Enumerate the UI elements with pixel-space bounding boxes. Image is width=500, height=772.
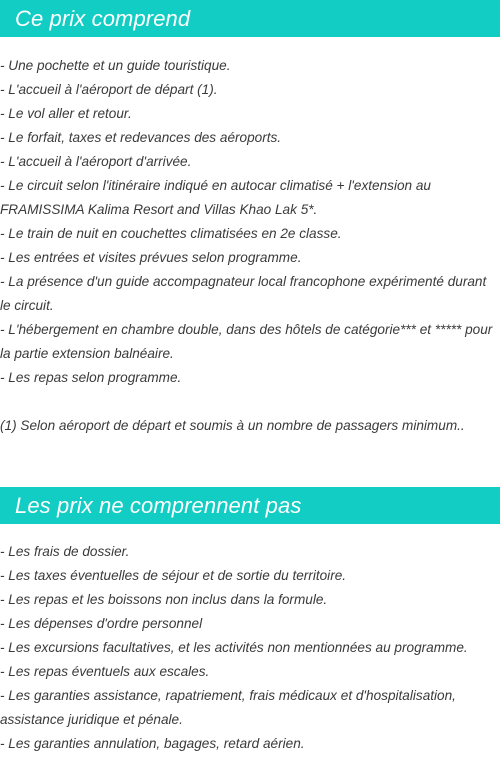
list-item: - Les garanties annulation, bagages, retard aérien. (0, 736, 305, 751)
footnote: (1) Selon aéroport de départ et soumis à un nombre de passagers minimum.. (0, 418, 465, 433)
list-item: - Les garanties assistance, rapatriement, frais médicaux et d'hospitalisation, assistance juridique et pénale. (0, 688, 456, 727)
section-title-included: Ce prix comprend (0, 0, 500, 37)
list-item: - Les frais de dossier. (0, 544, 130, 559)
section-title-not-included: Les prix ne comprennent pas (0, 487, 500, 524)
list-item: - Le forfait, taxes et redevances des aéroports. (0, 130, 282, 145)
list-item: - L'accueil à l'aéroport de départ (1). (0, 82, 218, 97)
not-included-list (0, 540, 500, 756)
list-item: - Les repas éventuels aux escales. (0, 664, 210, 679)
list-item: - L'hébergement en chambre double, dans des hôtels de catégorie*** et ***** pour la partie extension balnéaire. (0, 322, 493, 361)
list-item: - Les entrées et visites prévues selon programme. (0, 250, 302, 265)
list-item: - Les dépenses d'ordre personnel (0, 616, 203, 631)
list-item: - Les taxes éventuelles de séjour et de sortie du territoire. (0, 568, 347, 583)
list-item: - L'accueil à l'aéroport d'arrivée. (0, 154, 192, 169)
list-item: - La présence d'un guide accompagnateur local francophone expérimenté durant le circuit. (0, 274, 487, 313)
list-item: - Les excursions facultatives, et les activités non mentionnées au programme. (0, 640, 468, 655)
list-item: - Une pochette et un guide touristique. (0, 58, 231, 73)
list-item: - Le vol aller et retour. (0, 106, 132, 121)
list-item: - Le circuit selon l'itinéraire indiqué en autocar climatisé + l'extension au FRAMISSIMA Kalima Resort and Villas Khao Lak 5*. (0, 178, 431, 217)
list-item: - Le train de nuit en couchettes climatisées en 2e classe. (0, 226, 342, 241)
list-item: - Les repas et les boissons non inclus dans la formule. (0, 592, 328, 607)
included-list (0, 54, 500, 390)
list-item: - Les repas selon programme. (0, 370, 182, 385)
